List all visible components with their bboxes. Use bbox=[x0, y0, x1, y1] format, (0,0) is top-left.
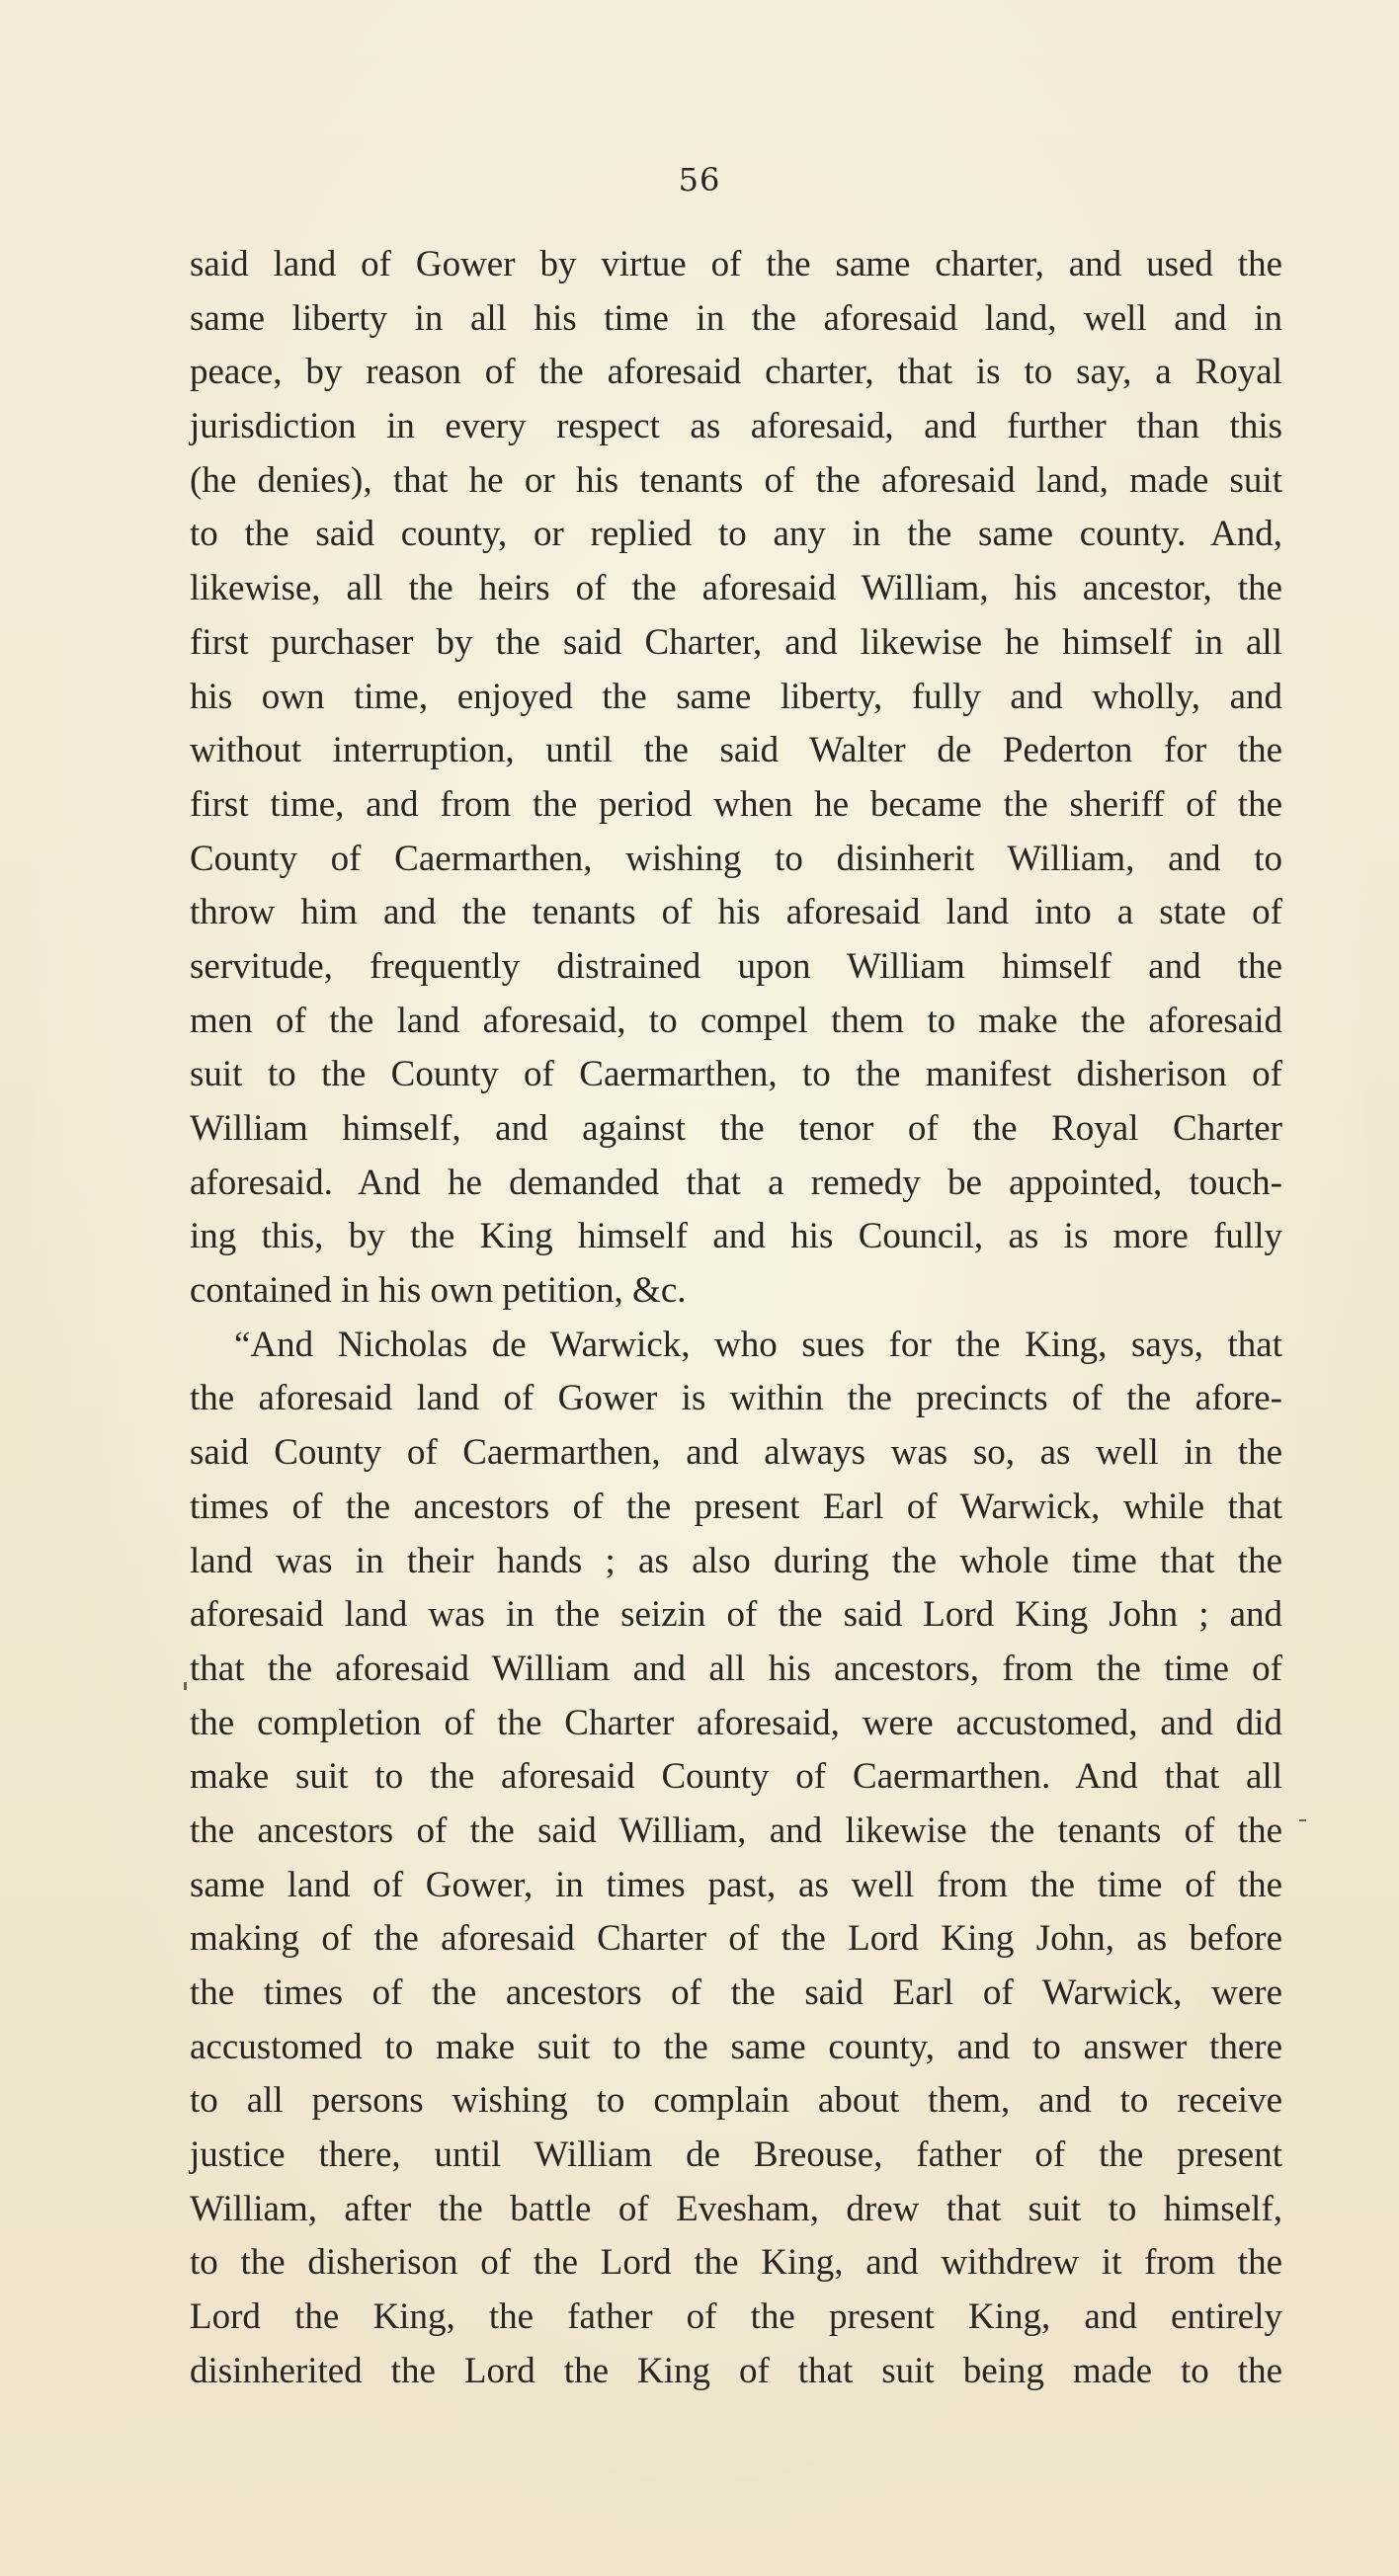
text-line: throw him and the tenants of his aforesaid land into a state of bbox=[190, 892, 1282, 933]
page-number: 56 bbox=[678, 161, 721, 199]
text-line: the times of the ancestors of the said Earl of Warwick, were bbox=[190, 1972, 1282, 2013]
text-line: aforesaid. And he demanded that a remedy be appointed, touch- bbox=[190, 1162, 1282, 1203]
text-line: suit to the County of Caermarthen, to the manifest disherison of bbox=[190, 1054, 1282, 1095]
text-line: first purchaser by the said Charter, and likewise he himself in all bbox=[190, 621, 1282, 663]
text-line: servitude, frequently distrained upon William himself and the bbox=[190, 945, 1282, 987]
text-line: William himself, and against the tenor of the Royal Charter bbox=[190, 1108, 1282, 1149]
text-line: (he denies), that he or his tenants of the aforesaid land, made suit bbox=[190, 459, 1282, 501]
text-line: disinherited the Lord the King of that suit being made to the bbox=[190, 2350, 1282, 2391]
text-line: make suit to the aforesaid County of Caermarthen. And that all bbox=[190, 1756, 1282, 1798]
text-line: to the disherison of the Lord the King, and withdrew it from the bbox=[190, 2242, 1282, 2284]
ink-speck bbox=[184, 1682, 187, 1690]
text-line: his own time, enjoyed the same liberty, fully and wholly, and bbox=[190, 676, 1282, 717]
text-line: first time, and from the period when he became the sheriff of the bbox=[190, 783, 1282, 825]
text-line: the ancestors of the said William, and likewise the tenants of the bbox=[190, 1810, 1282, 1851]
text-line: the completion of the Charter aforesaid, were accustomed, and did bbox=[190, 1702, 1282, 1743]
text-line: likewise, all the heirs of the aforesaid William, his ancestor, the bbox=[190, 568, 1282, 609]
margin-dash bbox=[1299, 1819, 1306, 1821]
text-line: County of Caermarthen, wishing to disinherit William, and to bbox=[190, 838, 1282, 879]
text-line: accustomed to make suit to the same county, and to answer there bbox=[190, 2026, 1282, 2067]
text-line: times of the ancestors of the present Earl of Warwick, while that bbox=[190, 1486, 1282, 1527]
text-line: peace, by reason of the aforesaid charter, that is to say, a Royal bbox=[190, 352, 1282, 393]
paragraph-start-line: “And Nicholas de Warwick, who sues for the King, says, that bbox=[234, 1324, 1282, 1365]
text-line: that the aforesaid William and all his ancestors, from the time of bbox=[190, 1648, 1282, 1689]
text-line: jurisdiction in every respect as aforesaid, and further than this bbox=[190, 406, 1282, 447]
body-text bbox=[190, 238, 1282, 2399]
text-line: without interruption, until the said Walter de Pederton for the bbox=[190, 730, 1282, 771]
text-line: same liberty in all his time in the aforesaid land, well and in bbox=[190, 297, 1282, 339]
text-line: men of the land aforesaid, to compel them to make the aforesaid bbox=[190, 1000, 1282, 1041]
text-line: to all persons wishing to complain about them, and to receive bbox=[190, 2080, 1282, 2122]
text-line: the aforesaid land of Gower is within the precincts of the afore- bbox=[190, 1378, 1282, 1419]
paragraph-end-line: contained in his own petition, &c. bbox=[190, 1270, 687, 1312]
text-line: land was in their hands ; as also during the whole time that the bbox=[190, 1540, 1282, 1581]
text-line: to the said county, or replied to any in the same county. And, bbox=[190, 514, 1282, 555]
text-line: said County of Caermarthen, and always was so, as well in the bbox=[190, 1432, 1282, 1474]
text-line: Lord the King, the father of the present King, and entirely bbox=[190, 2296, 1282, 2338]
text-line: same land of Gower, in times past, as well from the time of the bbox=[190, 1864, 1282, 1905]
text-line: justice there, until William de Breouse, father of the present bbox=[190, 2134, 1282, 2176]
text-line: said land of Gower by virtue of the same charter, and used the bbox=[190, 244, 1282, 284]
text-line: William, after the battle of Evesham, drew that suit to himself, bbox=[190, 2188, 1282, 2229]
text-line: making of the aforesaid Charter of the Lord King John, as before bbox=[190, 1918, 1282, 1960]
text-line: aforesaid land was in the seizin of the said Lord King John ; and bbox=[190, 1594, 1282, 1636]
text-line: ing this, by the King himself and his Council, as is more fully bbox=[190, 1216, 1282, 1257]
